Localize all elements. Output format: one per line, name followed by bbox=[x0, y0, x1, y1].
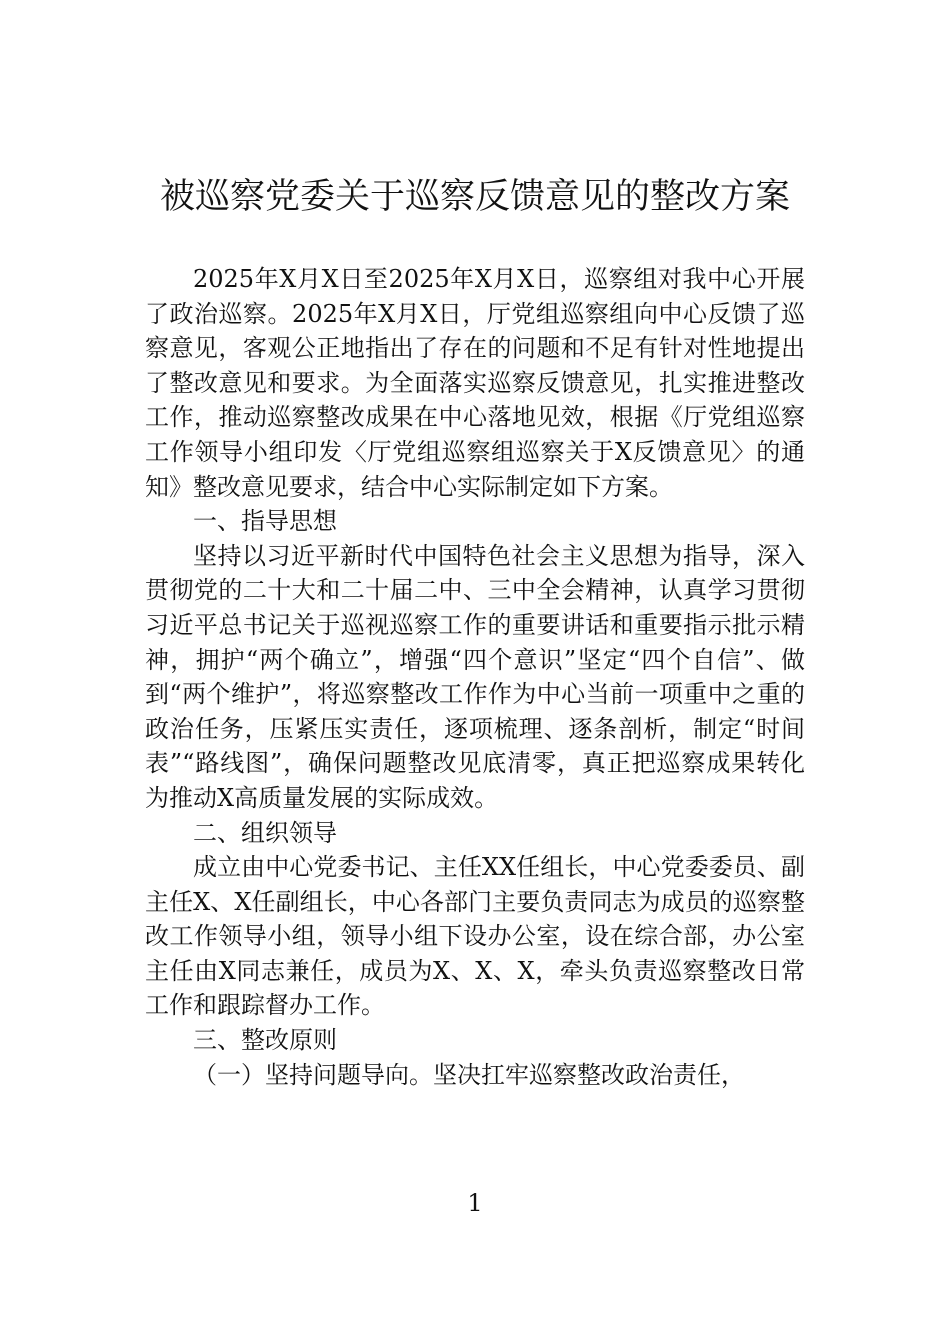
document-title: 被巡察党委关于巡察反馈意见的整改方案 bbox=[159, 177, 790, 217]
section-paragraph-principles: （一）坚持问题导向。坚决扛牢巡察整改政治责任， bbox=[193, 1060, 745, 1089]
page-number: 1 bbox=[467, 1189, 483, 1217]
section-heading-guiding-thought: 一、指导思想 bbox=[193, 507, 337, 536]
section-heading-principles: 三、整改原则 bbox=[193, 1026, 337, 1055]
section-paragraph-organization: 成立由中心党委书记、主任XX任组长，中心党委委员、副主任X、X任副组长，中心各部门主要负责同志为成员的巡察整改工作领导小组，领导小组下设办公室，设在综合部，办公室主任由X同志兼任，成员为X、X、X，牵头负责巡察整改日常工作和跟踪督办工作。 bbox=[145, 853, 805, 1020]
intro-paragraph: 2025年X月X日至2025年X月X日，巡察组对我中心开展了政治巡察。2025年X月X日，厅党组巡察组向中心反馈了巡察意见，客观公正地指出了存在的问题和不足有针对性地提出了整改意见和要求。为全面落实巡察反馈意见，扎实推进整改工作，推动巡察整改成果在中心落地见效，根据《厅党组巡察工作领导小组印发〈厅党组巡察组巡察关于X反馈意见〉的通知》整改意见要求，结合中心实际制定如下方案。 bbox=[145, 265, 805, 501]
document-body bbox=[145, 262, 805, 1092]
section-paragraph-guiding-thought: 坚持以习近平新时代中国特色社会主义思想为指导，深入贯彻党的二十大和二十届二中、三中全会精神，认真学习贯彻习近平总书记关于巡视巡察工作的重要讲话和重要指示批示精神，拥护“两个确立”，增强“四个意识”坚定“四个自信”、做到“两个维护”，将巡察整改工作作为中心当前一项重中之重的政治任务，压紧压实责任，逐项梳理、逐条剖析，制定“时间表”“路线图”，确保问题整改见底清零，真正把巡察成果转化为推动X高质量发展的实际成效。 bbox=[145, 541, 805, 812]
section-heading-organization: 二、组织领导 bbox=[193, 818, 337, 847]
